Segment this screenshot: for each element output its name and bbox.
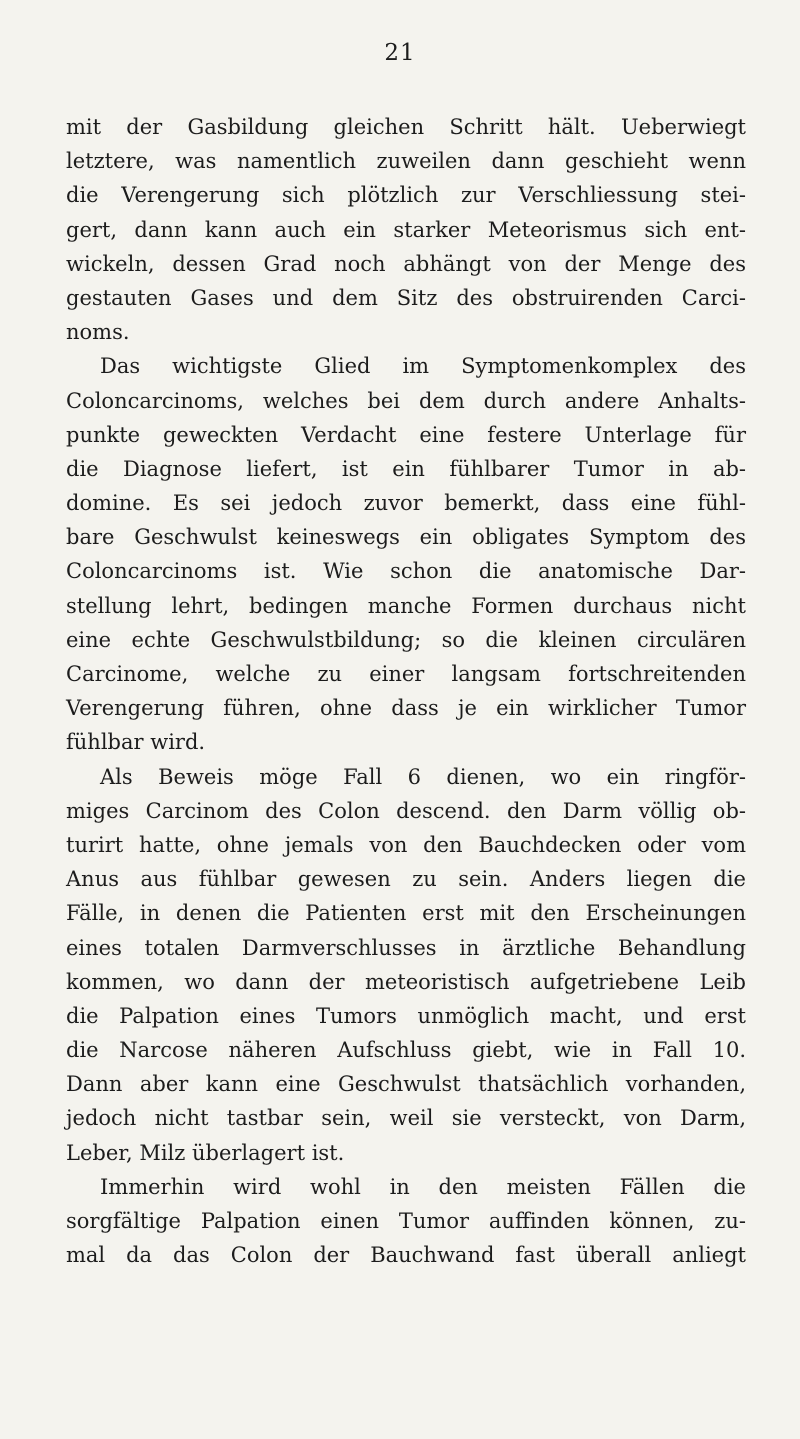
text-line: die Verengerung sich plötzlich zur Verschliessung stei- (66, 183, 746, 208)
text-line: bare Geschwulst keineswegs ein obligates Symptom des (66, 525, 746, 550)
body-text (66, 110, 746, 1272)
text-line: turirt hatte, ohne jemals von den Bauchdecken oder vom (66, 832, 746, 857)
text-line: sorgfältige Palpation einen Tumor auffinden können, zu- (66, 1209, 746, 1233)
text-line: kommen, wo dann der meteoristisch aufgetriebene Leib (66, 969, 746, 994)
paragraph-start-line: Das wichtigste Glied im Symptomenkomplex des (100, 354, 746, 379)
text-line: eines totalen Darmverschlusses in ärztliche Behandlung (66, 935, 746, 960)
text-line: jedoch nicht tastbar sein, weil sie versteckt, von Darm, (66, 1106, 746, 1131)
paragraph-start-line: Immerhin wird wohl in den meisten Fällen die (100, 1174, 746, 1199)
text-line: Anus aus fühlbar gewesen zu sein. Anders liegen die (66, 867, 746, 892)
text-line: Verengerung führen, ohne dass je ein wirklicher Tumor (66, 696, 746, 721)
text-line: Leber, Milz überlagert ist. (66, 1140, 345, 1165)
paragraph-start-line: Als Beweis möge Fall 6 dienen, wo ein ringför- (100, 764, 746, 789)
text-line: wickeln, dessen Grad noch abhängt von der Menge des (66, 251, 746, 276)
text-line: eine echte Geschwulstbildung; so die kleinen circulären (66, 627, 746, 652)
text-line: Coloncarcinoms, welches bei dem durch andere Anhalts- (66, 388, 746, 413)
text-line: mit der Gasbildung gleichen Schritt hält. Ueberwiegt (66, 115, 746, 139)
text-line: gestauten Gases und dem Sitz des obstruirenden Carci- (66, 285, 746, 310)
text-line: letztere, was namentlich zuweilen dann geschieht wenn (66, 149, 746, 174)
text-line: gert, dann kann auch ein starker Meteorismus sich ent- (66, 217, 746, 242)
text-line: Fälle, in denen die Patienten erst mit den Erscheinungen (66, 901, 746, 926)
text-line: domine. Es sei jedoch zuvor bemerkt, dass eine fühl- (66, 491, 746, 516)
text-line: Coloncarcinoms ist. Wie schon die anatomische Dar- (66, 559, 746, 584)
text-line: die Diagnose liefert, ist ein fühlbarer Tumor in ab- (66, 456, 746, 481)
text-line: miges Carcinom des Colon descend. den Darm völlig ob- (66, 798, 746, 823)
text-line: die Palpation eines Tumors unmöglich macht, und erst (66, 1003, 746, 1028)
page-number: 21 (384, 40, 416, 66)
text-line: Dann aber kann eine Geschwulst thatsächlich vorhanden, (66, 1072, 746, 1097)
text-line: stellung lehrt, bedingen manche Formen durchaus nicht (66, 593, 746, 618)
text-line: fühlbar wird. (66, 730, 206, 755)
text-line: noms. (66, 320, 130, 345)
text-line: die Narcose näheren Aufschluss giebt, wie in Fall 10. (66, 1038, 746, 1063)
text-line: Carcinome, welche zu einer langsam fortschreitenden (66, 662, 746, 686)
text-line: mal da das Colon der Bauchwand fast überall anliegt (66, 1243, 746, 1268)
text-line: punkte geweckten Verdacht eine festere Unterlage für (66, 422, 746, 447)
